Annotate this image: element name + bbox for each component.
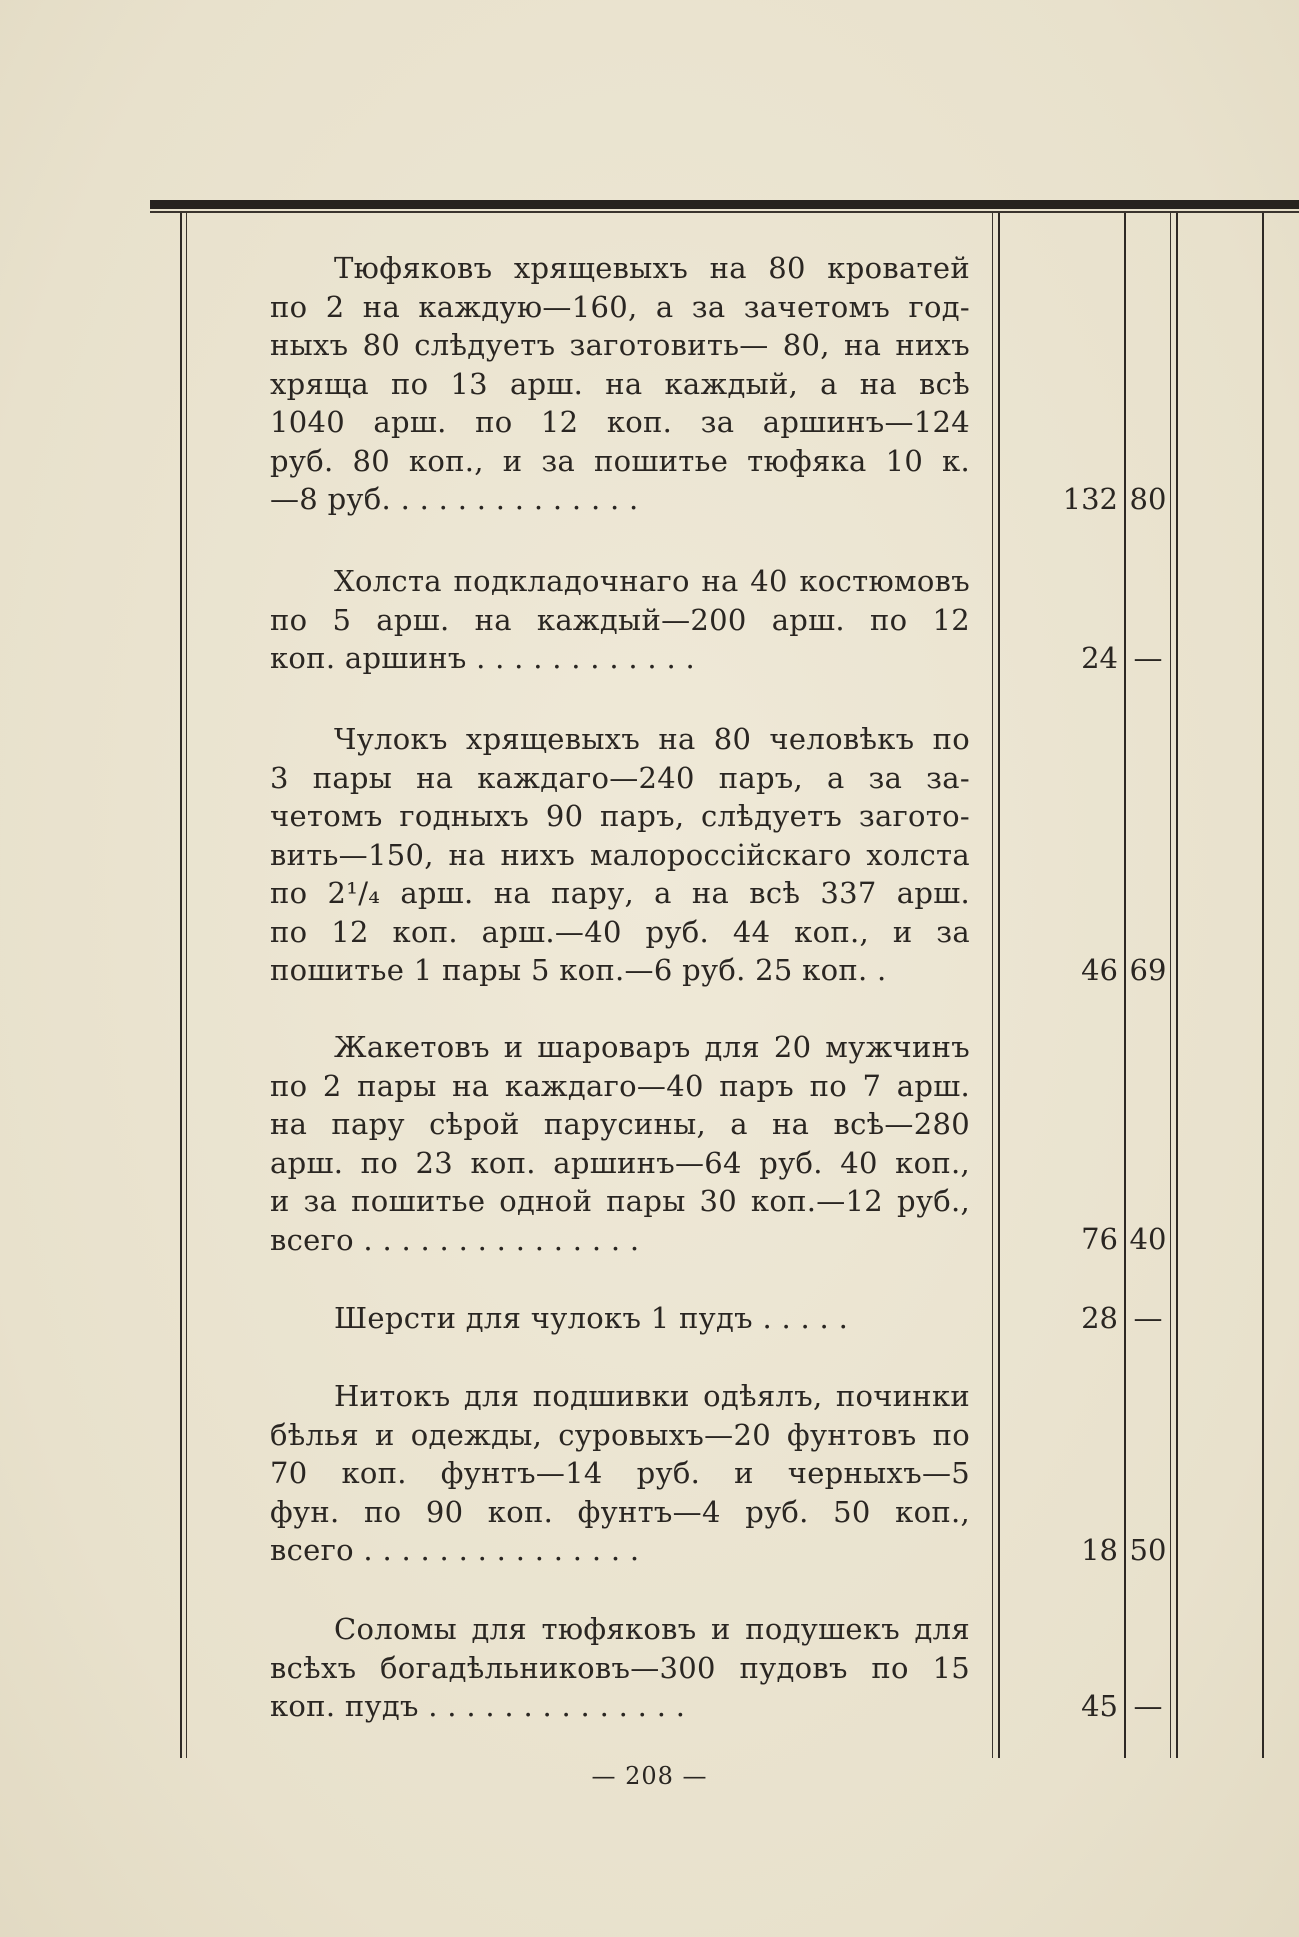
amount-rubles: 45 [1081,1689,1118,1723]
entry-line: по 5 арш. на каждый—200 арш. по 12 [270,602,970,637]
entry-line: коп. пудъ . . . . . . . . . . . . . . [270,1689,686,1723]
entry-line: коп. аршинъ . . . . . . . . . . . . [270,641,696,675]
entry-line: арш. по 23 коп. аршинъ—64 руб. 40 коп., [270,1145,970,1180]
amount-kopecks: — [1133,1689,1163,1723]
entry-line: ныхъ 80 слѣдуетъ заготовить— 80, на нихъ [270,328,970,362]
entry-line: —8 руб. . . . . . . . . . . . . . [270,482,639,516]
entry-wool [270,1299,970,1338]
entry-line: хряща по 13 арш. на каждый, а на всѣ [270,366,970,401]
entry-line: и за пошитье одной пары 30 коп.—12 руб., [270,1184,970,1218]
right-border-outer [1262,213,1264,1758]
entry-straw [270,1610,970,1726]
amount-kopecks: 50 [1129,1533,1167,1567]
right-border-inner [1176,213,1178,1758]
entry-line: 70 коп. фунтъ—14 руб. и черныхъ—5 [270,1456,970,1490]
entry-line: Соломы для тюфяковъ и подушекъ для [334,1612,970,1646]
entry-line: вить—150, на нихъ малороссійскаго холста [270,837,970,872]
top-rule [150,200,1299,209]
entry-line: по 2 пары на каждаго—40 паръ по 7 арш. [270,1068,970,1103]
entry-line: бѣлья и одежды, суровыхъ—20 фунтовъ по [270,1417,970,1452]
amount-kopecks: 69 [1129,953,1167,987]
entry-line: по 2¹/₄ арш. на пару, а на всѣ 337 арш. [270,876,970,910]
amount-rubles: 46 [1081,953,1118,987]
entry-line: Шерсти для чулокъ 1 пудъ . . . . . [334,1301,849,1335]
entry-mattresses [270,249,970,519]
entry-line: четомъ годныхъ 90 паръ, слѣдуетъ загото- [270,799,970,833]
entry-line: Тюфяковъ хрящевыхъ на 80 кроватей [334,251,970,285]
left-border-inner [186,213,187,1758]
entry-line: по 12 коп. арш.—40 руб. 44 коп., и за [270,914,970,949]
amount-rubles: 18 [1081,1533,1118,1567]
entry-line: руб. 80 коп., и за пошитье тюфяка 10 к. [270,443,970,478]
entry-line: Жакетовъ и шароваръ для 20 мужчинъ [334,1030,970,1064]
entry-line: Нитокъ для подшивки одѣялъ, починки [334,1379,970,1413]
entry-line: по 2 на каждую—160, а за зачетомъ год- [270,289,970,324]
kopecks-column-divider [1170,213,1171,1758]
entry-stockings [270,720,970,990]
entry-line: Чулокъ хрящевыхъ на 80 человѣкъ по [334,722,970,756]
text-column-divider [992,213,993,1758]
entry-line: фун. по 90 коп. фунтъ—4 руб. 50 коп., [270,1494,970,1529]
amount-rubles: 76 [1081,1222,1118,1256]
entry-line: всего . . . . . . . . . . . . . . . [270,1222,640,1257]
top-rule-thin [150,211,1299,213]
amount-kopecks: — [1133,641,1163,675]
amount-kopecks: 80 [1129,482,1167,516]
left-border-outer [180,213,182,1758]
entry-line: всѣхъ богадѣльниковъ—300 пудовъ по 15 [270,1650,970,1685]
entry-line: 1040 арш. по 12 коп. за аршинъ—124 [270,405,970,439]
entry-line: пошитье 1 пары 5 коп.—6 руб. 25 коп. . [270,953,887,987]
entry-line: 3 пары на каждаго—240 паръ, а за за- [270,760,970,795]
page-number: — 208 — [591,1762,708,1790]
entry-lining-linen [270,562,970,678]
rubles-column-divider-left [998,213,1000,1758]
entry-line: на пару сѣрой парусины, а на всѣ—280 [270,1107,970,1141]
entry-line: Холста подкладочнаго на 40 костюмовъ [334,564,970,598]
amount-kopecks: 40 [1129,1222,1167,1256]
entry-jackets-trousers [270,1028,970,1259]
entry-line: всего . . . . . . . . . . . . . . . [270,1533,640,1567]
amount-rubles: 28 [1081,1301,1118,1335]
amount-rubles: 132 [1062,482,1118,516]
entry-threads [270,1377,970,1570]
amount-rubles: 24 [1081,641,1118,675]
amount-kopecks: — [1133,1301,1163,1335]
